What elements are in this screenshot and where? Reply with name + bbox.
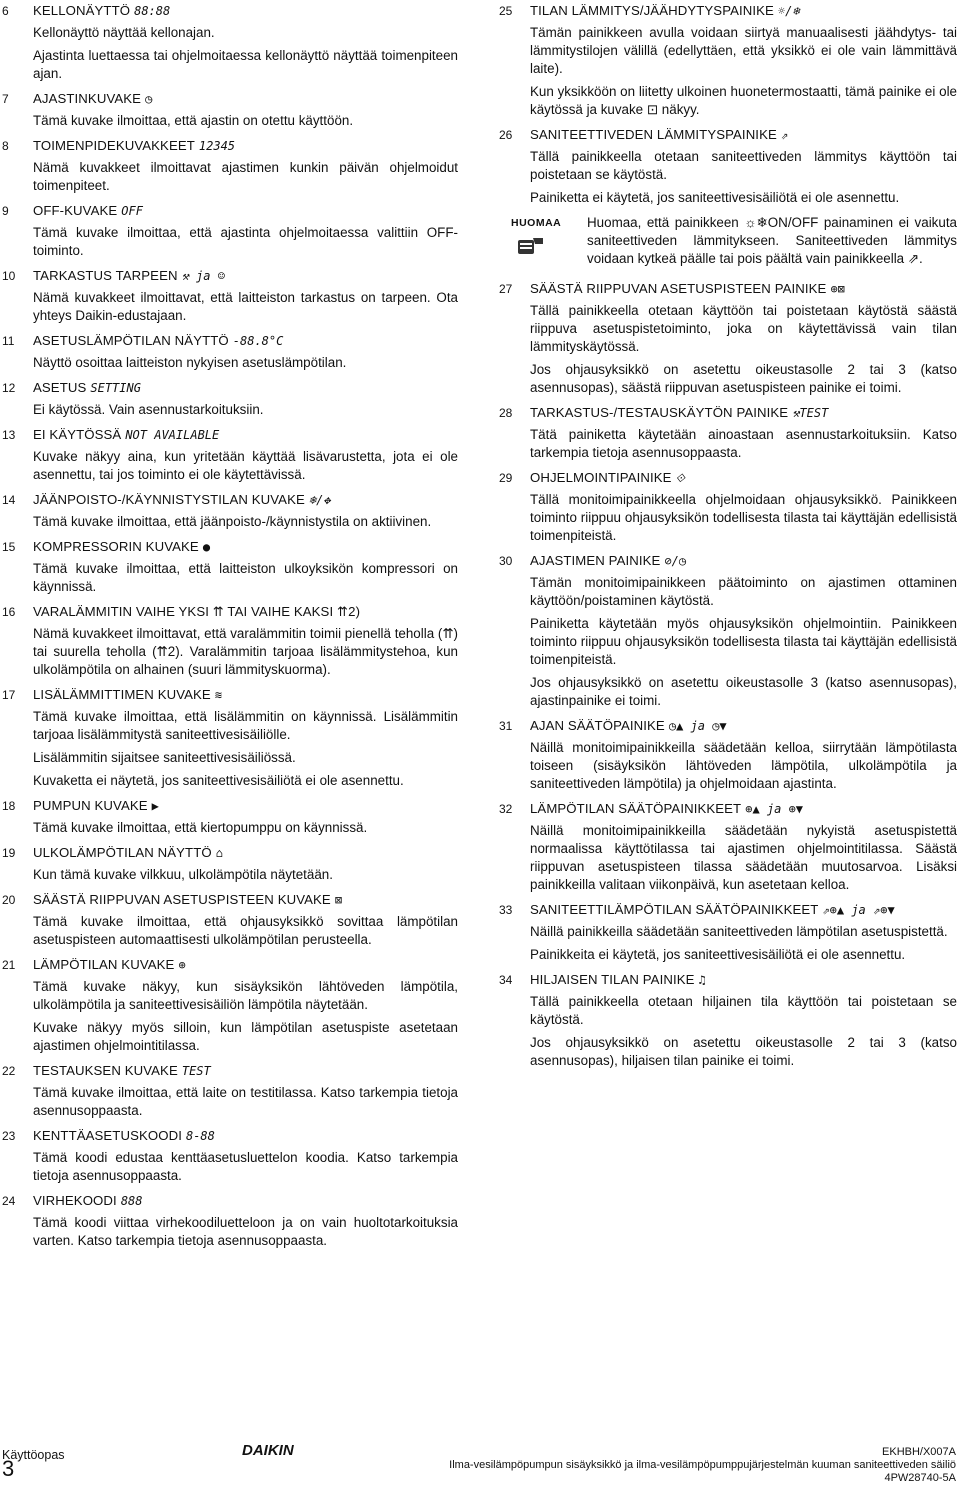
section-item xyxy=(2,603,458,679)
item-number: 7 xyxy=(2,92,9,106)
section-item xyxy=(499,971,957,1070)
item-symbol-icon: ⇗ xyxy=(780,128,789,142)
item-title: LÄMPÖTILAN KUVAKE xyxy=(33,957,175,972)
item-number: 13 xyxy=(2,428,16,442)
item-heading xyxy=(530,971,957,989)
item-title: ULKOLÄMPÖTILAN NÄYTTÖ xyxy=(33,845,212,860)
item-heading xyxy=(530,800,957,818)
item-paragraph: Tämä kuvake ilmoittaa, että laite on testitilassa. Katso tarkempia tietoja asennusoppaasta. xyxy=(33,1085,458,1118)
item-number: 28 xyxy=(499,406,513,420)
item-title: LISÄLÄMMITTIMEN KUVAKE xyxy=(33,687,211,702)
item-symbol-icon: -88.8°C xyxy=(232,334,284,348)
item-symbol-icon: ● xyxy=(202,540,211,554)
item-title: TOIMENPIDEKUVAKKEET xyxy=(33,138,195,153)
item-number: 21 xyxy=(2,958,16,972)
item-heading xyxy=(530,2,957,20)
section-item xyxy=(499,469,957,545)
item-heading xyxy=(33,1192,458,1210)
item-title: SANITEETTIVEDEN LÄMMITYSPAINIKE xyxy=(530,127,777,142)
item-symbol-icon: OFF xyxy=(121,204,143,218)
item-paragraph: Nämä kuvakkeet ilmoittavat ajastimen kunkin päivän ohjelmoidut toimenpiteet. xyxy=(33,160,458,193)
item-paragraph: Tämä koodi edustaa kenttäasetusluettelon koodia. Katso tarkempia tietoja asennusoppaasta. xyxy=(33,1150,458,1183)
item-symbol-icon: ⟐ xyxy=(675,471,685,485)
item-paragraph: Jos ohjausyksikkö on asetettu oikeustasolle 2 tai 3 (katso asennusopas), hiljaisen tilan painike ei toimi. xyxy=(530,1035,957,1068)
item-paragraph: Tämä kuvake ilmoittaa, että laitteiston ulkoyksikön kompressori on käynnissä. xyxy=(33,561,458,594)
daikin-logo xyxy=(242,1442,314,1458)
note-hand-icon xyxy=(517,234,545,256)
section-item xyxy=(499,280,957,397)
item-number: 10 xyxy=(2,269,16,283)
section-item xyxy=(2,426,458,484)
item-number: 8 xyxy=(2,139,9,153)
item-symbol-icon: ⚒TEST xyxy=(792,406,829,420)
item-paragraph: Näillä monitoimipainikkeilla säädetään nykyistä asetuspistettä normaalissa käyttötilassa tai ajastimen ohjelmointitilassa. Säästä riippuvan asetuspisteen tilassa säädetään muutosarvoa. Lisäksi painikkeilla valitaan viikonpäivä, kun asetetaan kelloa. xyxy=(530,823,957,892)
item-number: 6 xyxy=(2,4,9,18)
item-paragraph: Kuvake näkyy aina, kun yritetään käyttää lisävarustetta, jota ei ole asennettu, tai jos toiminto ei ole käytettävissä. xyxy=(33,449,458,482)
item-heading xyxy=(33,797,458,815)
item-symbol-icon: ⊕▲ ja ⊕▼ xyxy=(745,802,804,816)
item-heading xyxy=(33,332,458,350)
section-item xyxy=(499,717,957,793)
section-item xyxy=(2,267,458,325)
item-title: SÄÄSTÄ RIIPPUVAN ASETUSPISTEEN PAINIKE xyxy=(530,281,827,296)
section-item xyxy=(2,1127,458,1185)
item-symbol-icon: ⚒ ja ☺ xyxy=(181,269,225,283)
item-heading xyxy=(33,891,458,909)
item-paragraph: Tämä kuvake ilmoittaa, että ajastin on otettu käyttöön. xyxy=(33,113,354,128)
section-item xyxy=(2,686,458,790)
item-paragraph: Nämä kuvakkeet ilmoittavat, että varalämmitin toimii pienellä teholla (⇈) tai suurella teholla (⇈2). Varalämmitin tarjoaa lisälämmitystehoa, kun ulkolämpötila on alhainen (suuri lämmityskuorma). xyxy=(33,626,459,677)
footer-right xyxy=(449,1446,956,1485)
section-item xyxy=(499,901,957,964)
item-paragraph: Tämä kuvake ilmoittaa, että lisälämmitin on käynnissä. Lisälämmitin tarjoaa lisälämmitystä saniteettivesisäiliölle. xyxy=(33,709,458,742)
item-title: PUMPUN KUVAKE xyxy=(33,798,148,813)
item-paragraph: Tämä kuvake ilmoittaa, että kiertopumppu on käynnissä. xyxy=(33,820,368,835)
section-item xyxy=(2,891,458,949)
section-item xyxy=(499,404,957,462)
item-number: 12 xyxy=(2,381,16,395)
item-paragraph: Ajastinta luettaessa tai ohjelmoitaessa kellonäyttö näyttää toimenpiteen ajan. xyxy=(33,48,458,81)
item-heading xyxy=(33,491,458,509)
item-number: 16 xyxy=(2,605,16,619)
item-title: LÄMPÖTILAN SÄÄTÖPAINIKKEET xyxy=(530,801,742,816)
item-heading xyxy=(530,552,957,570)
item-title: TARKASTUS TARPEEN xyxy=(33,268,178,283)
item-paragraph: Näyttö osoittaa laitteiston nykyisen asetuslämpötilan. xyxy=(33,355,347,370)
left-column xyxy=(2,2,458,1257)
item-paragraph: Lisälämmitin sijaitsee saniteettivesisäiliössä. xyxy=(33,750,296,765)
item-paragraph: Tämä kuvake näkyy, kun sisäyksikön lähtöveden lämpötila, ulkolämpötila ja saniteettivesisäiliön lämpötila näytetään. xyxy=(33,979,458,1012)
item-symbol-icon: ≋ xyxy=(214,688,223,702)
item-symbol-icon: ⇗⊕▲ ja ⇗⊕▼ xyxy=(822,903,895,917)
item-symbol-icon: ▶ xyxy=(151,799,159,813)
item-paragraph: Tällä monitoimipainikkeella ohjelmoidaan ohjausyksikkö. Painikkeen toiminto riippuu ohjausyksikön todellisesta tilasta tai käyttäjän edellisistä toimenpiteistä. xyxy=(530,492,957,543)
item-heading xyxy=(33,267,458,285)
item-symbol-icon: NOT AVAILABLE xyxy=(125,428,220,442)
item-symbol-icon: ⌂ xyxy=(215,846,223,860)
item-symbol-icon: TEST xyxy=(181,1064,211,1078)
item-symbol-icon: ⊕ xyxy=(178,958,186,972)
item-number: 9 xyxy=(2,204,9,218)
item-number: 11 xyxy=(2,334,15,348)
item-heading xyxy=(33,90,458,108)
page-number: 3 xyxy=(2,1456,15,1481)
item-title: VIRHEKOODI xyxy=(33,1193,117,1208)
item-symbol-icon: 12345 xyxy=(198,139,236,153)
item-title: KENTTÄASETUSKOODI xyxy=(33,1128,182,1143)
section-item xyxy=(2,491,458,531)
section-item xyxy=(2,844,458,884)
item-paragraph: Painikkeita ei käytetä, jos saniteettivesisäiliötä ei ole asennettu. xyxy=(530,947,906,962)
item-heading xyxy=(33,2,458,20)
item-heading xyxy=(33,426,458,444)
item-paragraph: Tämä koodi viittaa virhekoodiluetteloon ja on vain huoltotarkoituksia varten. Katso tarkempia tietoja asennusoppaasta. xyxy=(33,1215,458,1248)
section-item xyxy=(2,538,458,596)
item-paragraph: Tällä painikkeella otetaan saniteettiveden lämmitys käyttöön tai poistetaan se käytöstä. xyxy=(530,149,957,182)
item-symbol-icon: 888 xyxy=(120,1194,143,1208)
note-text: Huomaa, että painikkeen ☼❄ON/OFF painaminen ei vaikuta saniteettiveden lämmitykseen. Saniteettiveden lämmitys voidaan kytkeä päälle tai pois päältä vain painikkeella ⇗. xyxy=(587,215,957,266)
section-item xyxy=(499,2,957,119)
right-items-second xyxy=(499,280,957,1070)
section-item xyxy=(2,956,458,1055)
item-paragraph: Näillä monitoimipainikkeilla säädetään kelloa, siirrytään lämpötilasta toiseen (sisäyksikön lähtöveden lämpötila, ulkolämpötila ja saniteettiveden lämpötila) ja ohjelmoidaan ajastinta. xyxy=(530,740,957,791)
item-title: EI KÄYTÖSSÄ xyxy=(33,427,122,442)
item-number: 32 xyxy=(499,802,513,816)
item-symbol-icon: ⊘/◷ xyxy=(664,554,687,568)
item-title: TARKASTUS-/TESTAUSKÄYTÖN PAINIKE xyxy=(530,405,789,420)
item-paragraph: Painiketta ei käytetä, jos saniteettivesisäiliötä ei ole asennettu. xyxy=(530,190,900,205)
item-paragraph: Kun yksikköön on liitetty ulkoinen huonetermostaatti, tämä painike ei ole käytössä ja kuvake ⊡ näkyy. xyxy=(530,84,957,117)
item-number: 19 xyxy=(2,846,16,860)
note-box xyxy=(499,214,957,268)
item-title: ASETUSLÄMPÖTILAN NÄYTTÖ xyxy=(33,333,229,348)
item-title: AJASTIMEN PAINIKE xyxy=(530,553,661,568)
item-paragraph: Näillä painikkeilla säädetään saniteettiveden lämpötilan asetuspistettä. xyxy=(530,924,948,939)
item-symbol-icon: ❄/✥ xyxy=(308,493,331,507)
item-symbol-icon: ⊠ xyxy=(334,893,343,907)
item-number: 15 xyxy=(2,540,16,554)
section-item xyxy=(2,332,458,372)
section-item xyxy=(499,800,957,894)
item-heading xyxy=(33,379,458,397)
item-paragraph: Painiketta käytetään myös ohjausyksikön ohjelmointiin. Painikkeen toiminto riippuu ohjausyksikön todellisesta tilasta tai käyttäjän edellisistä toimenpiteistä. xyxy=(530,616,957,667)
item-heading xyxy=(33,603,458,621)
section-item xyxy=(2,90,458,130)
section-item xyxy=(2,797,458,837)
section-item xyxy=(2,137,458,195)
item-title: ASETUS xyxy=(33,380,87,395)
item-symbol-icon: 8-88 xyxy=(185,1129,215,1143)
item-number: 20 xyxy=(2,893,16,907)
item-paragraph: Kuvaketta ei näytetä, jos saniteettivesisäiliötä ei ole asennettu. xyxy=(33,773,404,788)
item-title: VARALÄMMITIN VAIHE YKSI ⇈ TAI VAIHE KAKSI ⇈2) xyxy=(33,604,361,619)
item-title: JÄÄNPOISTO-/KÄYNNISTYSTILAN KUVAKE xyxy=(33,492,305,507)
right-items-first xyxy=(499,2,957,207)
item-number: 29 xyxy=(499,471,513,485)
item-title: AJASTINKUVAKE xyxy=(33,91,142,106)
item-paragraph: Jos ohjausyksikkö on asetettu oikeustasolle 3 (katso asennusopas), ajastinpainike ei toimi. xyxy=(530,675,957,708)
item-title: KELLONÄYTTÖ xyxy=(33,3,131,18)
item-paragraph: Tätä painiketta käytetään ainoastaan asennustarkoituksiin. Katso tarkempia tietoja asennusoppaasta. xyxy=(530,427,957,460)
item-paragraph: Tällä painikkeella otetaan käyttöön tai poistetaan käytöstä säästä riippuva asetuspistetoiminto, joka on käytettävissä vain tilan lämmityskäytössä. xyxy=(530,303,957,354)
footer-code: 4PW28740-5A xyxy=(884,1472,956,1484)
item-number: 25 xyxy=(499,4,513,18)
item-heading xyxy=(33,1062,458,1080)
item-heading xyxy=(33,686,458,704)
daikin-logo-text: DAIKIN xyxy=(242,1442,294,1458)
item-paragraph: Jos ohjausyksikkö on asetettu oikeustasolle 2 tai 3 (katso asennusopas), säästä riippuvan asetuspisteen painike ei toimi. xyxy=(530,362,957,395)
item-heading xyxy=(33,844,458,862)
item-symbol-icon: ⊕⊠ xyxy=(830,282,845,296)
item-number: 26 xyxy=(499,128,513,142)
item-symbol-icon: ☼/❄ xyxy=(777,4,800,18)
item-title: OFF-KUVAKE xyxy=(33,203,118,218)
item-title: SANITEETTILÄMPÖTILAN SÄÄTÖPAINIKKEET xyxy=(530,902,819,917)
item-title: AJAN SÄÄTÖPAINIKE xyxy=(530,718,665,733)
section-item xyxy=(2,1062,458,1120)
item-number: 30 xyxy=(499,554,513,568)
item-paragraph: Kuvake näkyy myös silloin, kun lämpötilan asetuspiste asetetaan ajastimen ohjelmointitilassa. xyxy=(33,1020,458,1053)
item-number: 24 xyxy=(2,1194,16,1208)
item-paragraph: Ei käytössä. Vain asennustarkoituksiin. xyxy=(33,402,264,417)
item-title: SÄÄSTÄ RIIPPUVAN ASETUSPISTEEN KUVAKE xyxy=(33,892,331,907)
item-heading xyxy=(33,538,458,556)
item-paragraph: Kun tämä kuvake vilkkuu, ulkolämpötila näytetään. xyxy=(33,867,333,882)
item-paragraph: Nämä kuvakkeet ilmoittavat, että laitteiston tarkastus on tarpeen. Ota yhteys Daikin-edustajaan. xyxy=(33,290,458,323)
section-item xyxy=(499,126,957,207)
footer-model: EKHBH/X007A xyxy=(882,1446,956,1458)
item-number: 27 xyxy=(499,282,513,296)
footer-product: Ilma-vesilämpöpumpun sisäyksikkö ja ilma-vesilämpöpumppujärjestelmän kuuman saniteettiveden säiliö xyxy=(449,1459,956,1471)
item-heading xyxy=(530,126,957,144)
footer-section: Käyttöopas xyxy=(2,1448,65,1462)
section-item xyxy=(499,552,957,710)
section-item xyxy=(2,2,458,83)
item-title: TESTAUKSEN KUVAKE xyxy=(33,1063,178,1078)
item-heading xyxy=(530,404,957,422)
item-paragraph: Tämä kuvake ilmoittaa, että jäänpoisto-/käynnistystila on aktiivinen. xyxy=(33,514,432,529)
item-number: 22 xyxy=(2,1064,16,1078)
section-item xyxy=(2,202,458,260)
item-symbol-icon: ◷ xyxy=(145,92,153,106)
item-title: KOMPRESSORIN KUVAKE xyxy=(33,539,199,554)
item-heading xyxy=(530,717,957,735)
item-symbol-icon: ♫ xyxy=(698,973,706,987)
item-paragraph: Kellonäyttö näyttää kellonajan. xyxy=(33,25,215,40)
item-heading xyxy=(530,280,957,298)
item-paragraph: Tämän painikkeen avulla voidaan siirtyä manuaalisesti jäähdytys- tai lämmitystilojen välillä (edellyttäen, että yksikkö ei ole vain lämmittävä laite). xyxy=(530,25,957,76)
item-number: 23 xyxy=(2,1129,16,1143)
item-heading xyxy=(33,202,458,220)
note-label: HUOMAA xyxy=(511,217,562,229)
section-item xyxy=(2,1192,458,1250)
page-footer xyxy=(0,1440,960,1485)
item-symbol-icon: ◷▲ ja ◷▼ xyxy=(668,719,727,733)
item-paragraph: Tämä kuvake ilmoittaa, että ajastinta ohjelmoitaessa valittiin OFF-toiminto. xyxy=(33,225,458,258)
item-number: 34 xyxy=(499,973,513,987)
item-heading xyxy=(530,469,957,487)
right-column xyxy=(499,2,957,1077)
item-title: OHJELMOINTIPAINIKE xyxy=(530,470,672,485)
item-heading xyxy=(530,901,957,919)
item-title: TILAN LÄMMITYS/JÄÄHDYTYSPAINIKE xyxy=(530,3,774,18)
item-heading xyxy=(33,137,458,155)
item-paragraph: Tämä kuvake ilmoittaa, että ohjausyksikkö sovittaa lämpötilan asetuspisteen automaattisesti ulkolämpötilan perusteella. xyxy=(33,914,458,947)
item-number: 33 xyxy=(499,903,513,917)
item-number: 31 xyxy=(499,719,513,733)
item-number: 14 xyxy=(2,493,16,507)
section-item xyxy=(2,379,458,419)
item-symbol-icon: 88:88 xyxy=(134,4,171,18)
item-symbol-icon: SETTING xyxy=(90,381,141,395)
item-heading xyxy=(33,956,458,974)
item-number: 18 xyxy=(2,799,16,813)
item-paragraph: Tämän monitoimipainikkeen päätoiminto on ajastimen ottaminen käyttöön/poistaminen käytöstä. xyxy=(530,575,957,608)
item-title: HILJAISEN TILAN PAINIKE xyxy=(530,972,695,987)
item-paragraph: Tällä painikkeella otetaan hiljainen tila käyttöön tai poistetaan se käytöstä. xyxy=(530,994,957,1027)
item-heading xyxy=(33,1127,458,1145)
item-number: 17 xyxy=(2,688,16,702)
